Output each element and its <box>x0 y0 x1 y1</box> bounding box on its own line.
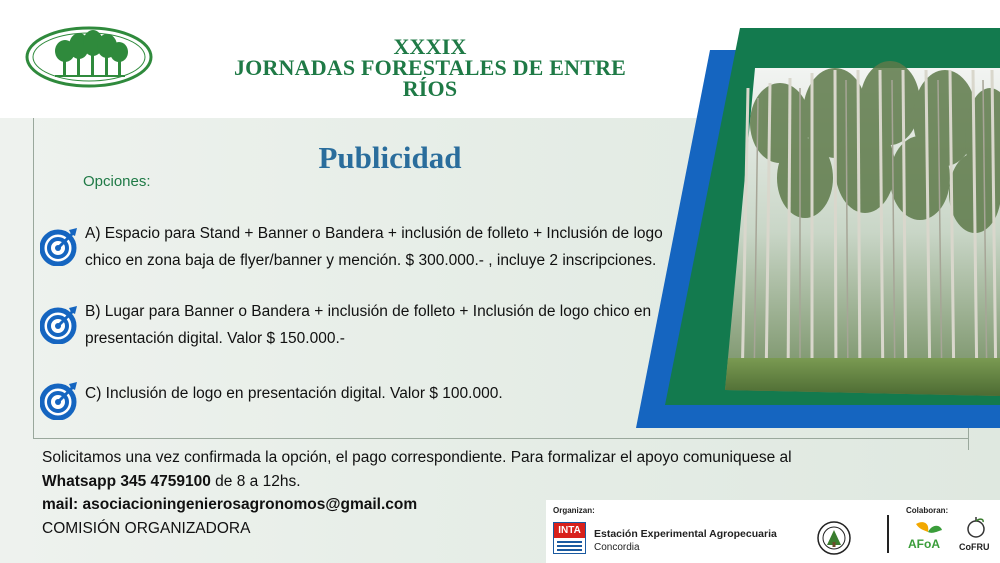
collaborate-label: Colaboran: <box>906 506 949 515</box>
event-title <box>200 36 660 99</box>
inta-logo-text: INTA <box>554 523 585 538</box>
frame-line <box>33 118 34 438</box>
whatsapp-number: Whatsapp 345 4759100 <box>42 472 211 490</box>
contact-line: Solicitamos una vez confirmada la opción, el pago correspondiente. Para formalizar el apoyo comuniquese al <box>42 449 792 466</box>
frame-line <box>33 438 968 439</box>
committee-label: COMISIÓN ORGANIZADORA <box>42 519 251 537</box>
option-text: C) Inclusión de logo en presentación digital. Valor $ 100.000. <box>85 385 503 402</box>
association-logo <box>25 26 153 88</box>
target-icon <box>40 380 80 420</box>
option-text: A) Espacio para Stand + Banner o Bandera + inclusión de folleto + Inclusión de logo <box>85 225 663 242</box>
options-label: Opciones: <box>83 173 151 190</box>
afoa-text: AFoA <box>908 537 940 551</box>
divider <box>887 515 889 553</box>
contact-line <box>42 470 882 494</box>
title-line: RÍOS <box>402 76 458 101</box>
afoa-logo <box>906 520 948 552</box>
target-icon <box>40 304 80 344</box>
sponsors-panel <box>546 500 1000 563</box>
cofru-text: CoFRU <box>959 542 990 552</box>
inta-logo-stripes <box>557 541 582 552</box>
title-line: JORNADAS FORESTALES DE ENTRE <box>233 55 627 80</box>
association-seal-icon <box>814 520 854 556</box>
option-text: chico en zona baja de flyer/banner y mención. $ 300.000.- , incluye 2 inscripciones. <box>85 252 657 269</box>
cofru-logo <box>956 516 996 556</box>
option-text: B) Lugar para Banner o Bandera + inclusión de folleto + Inclusión de logo chico en <box>85 303 652 320</box>
inta-logo <box>553 522 586 554</box>
title-line: XXXIX <box>393 34 467 59</box>
eea-name: Estación Experimental Agropecuaria <box>594 528 777 540</box>
target-icon <box>40 226 80 266</box>
section-title: Publicidad <box>318 140 462 175</box>
whatsapp-hours: de 8 a 12hs. <box>210 472 301 490</box>
forest-photo <box>630 28 1000 428</box>
contact-mail: mail: asociacioningenierosagronomos@gmail.com <box>42 496 418 513</box>
organize-label: Organizan: <box>553 506 595 515</box>
option-text: presentación digital. Valor $ 150.000.- <box>85 330 345 347</box>
eea-city: Concordia <box>594 542 640 553</box>
